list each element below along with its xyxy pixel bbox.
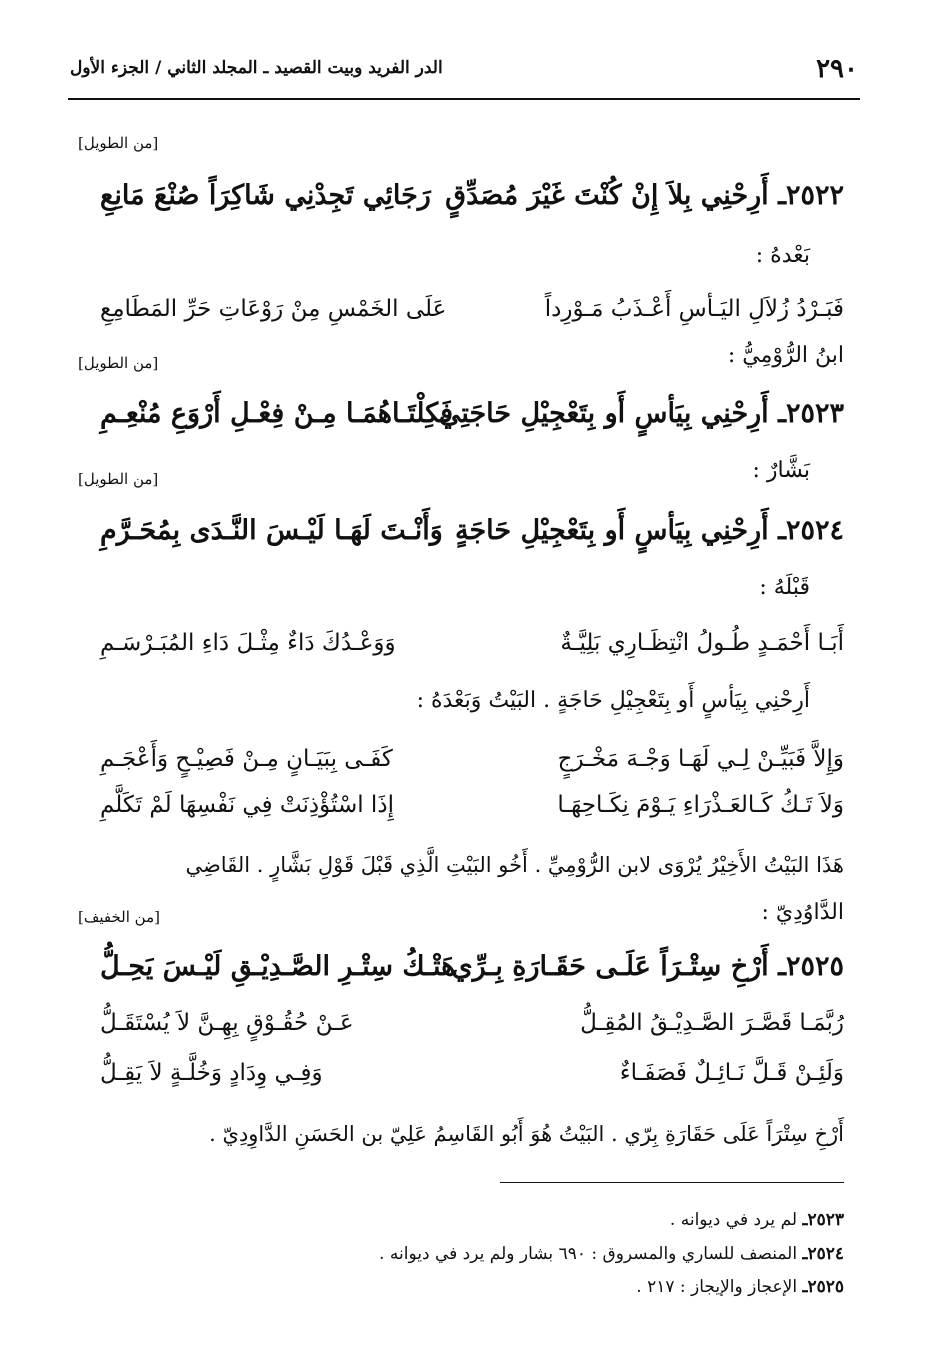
meter-label: [من الخفيف]: [78, 908, 160, 926]
prose-paragraph: هَذَا البَيْتُ الأَخِيْرُ يُرْوَى لابن الرُّوْمِيِّ . أَخُو البَيْتِ الَّذِي قَبْلَ قَوْلِ بَشَّارٍ . القَاضِي: [185, 853, 844, 877]
verse-after-2524-b: [100, 792, 844, 832]
meter-label: [من الطويل]: [78, 470, 159, 488]
running-header: [70, 52, 858, 96]
footnote-divider: [500, 1182, 844, 1183]
hemistich-first: وَلَئِـنْ قَـلَّ نَـائِـلٌ فَصَفَـاءٌ: [619, 1060, 844, 1086]
hemistich-first: ٢٥٢٥ـ أَرْخِ سِتْـرَاً عَلَـى حَقَـارَةِ بِـرِّي: [451, 951, 844, 982]
hemistich-second: كَفَـى بِبَيَـانٍ مِـنْ فَصِيْـحٍ وَأَعْجَـمِ: [100, 746, 393, 772]
hemistich-second: وَوَعْـدُكَ دَاءٌ مِثْـلَ دَاءِ المُبَـرْسَـمِ: [100, 630, 396, 656]
hemistich-first: وَإِلاَّ فَبَيِّـنْ لِـي لَهَـا وَجْـهَ مَخْـرَجٍ: [557, 746, 844, 772]
verse-after-2524-a: [100, 746, 844, 786]
prose-paragraph: أَرْخِ سِتْرَاً عَلَى حَقَارَةِ بِرّي . البَيْتُ هُوَ أَبُو القَاسِمُ عَلِيّ بن الحَسَنِ الدَّاوِدِيّ .: [209, 1122, 844, 1146]
footnote: [379, 1244, 844, 1264]
footnote: [636, 1277, 844, 1297]
hemistich-second: هَتْـكُ سِتْـرِ الصَّـدِيْـقِ لَيْـسَ يَحِـلُّ: [100, 951, 456, 982]
page-number: ٢٩٠: [816, 54, 858, 84]
intro-line: بَعْدهُ :: [755, 243, 810, 268]
footnote-text: لم يرد في ديوانه .: [669, 1210, 798, 1230]
hemistich-second: إِذَا اسْتُؤْذِنَتْ فِي نَفْسِهَا لَمْ تَكَلَّمِ: [100, 792, 394, 818]
footnote-number: ٢٥٢٣ـ: [802, 1210, 844, 1230]
footnote: [670, 1210, 844, 1230]
hemistich-second: وَفِـي وِدَادٍ وَخُلَّـةٍ لاَ يَقِـلُّ: [100, 1060, 323, 1086]
hemistich-second: عَـنْ حُقُـوْقٍ بِهِـنَّ لاَ يُسْتَقَـلُّ: [100, 1010, 354, 1036]
hemistich-first: وَلاَ تَـكُ كَـالعَـذْرَاءِ يَـوْمَ نِكَـاحِهَـا: [557, 792, 844, 818]
verse-after-2522: [100, 296, 844, 336]
hemistich-first: ٢٥٢٤ـ أَرِحْنِي بِيَأسٍ أَو بِتَعْجِيْلِ حَاجَةٍ: [455, 515, 844, 546]
verse-2525: [100, 951, 844, 991]
poet-name: بَشَّارٌ :: [752, 458, 810, 483]
meter-label: [من الطويل]: [78, 134, 159, 152]
hemistich-second: عَلَى الخَمْسِ مِنْ رَوْعَاتِ حَرِّ المَطَامِعِ: [100, 296, 447, 322]
footnote-number: ٢٥٢٤ـ: [802, 1244, 844, 1264]
hemistich-second: فَكِلْتَـاهُمَـا مِـنْ فِعْـلِ أَرْوَعِ مُنْعِـمِ: [100, 398, 454, 429]
verse-2522: [100, 180, 844, 220]
meter-label: [من الطويل]: [78, 354, 159, 372]
poet-name: ابنُ الرُّوْمِيُّ :: [727, 343, 844, 368]
running-title: الدر الفريد وبيت القصيد ـ المجلد الثاني / الجزء الأول: [70, 58, 443, 78]
verse-before-2524: [100, 630, 844, 670]
verse-after-2525-a: [100, 1010, 844, 1050]
header-divider: [68, 98, 860, 100]
footnote-number: ٢٥٢٥ـ: [802, 1277, 844, 1297]
verse-2524: [100, 515, 844, 555]
verse-after-2525-b: [100, 1060, 844, 1100]
footnote-text: المنصف للساري والمسروق : ٦٩٠ بشار ولم يرد في ديوانه .: [379, 1244, 798, 1264]
refrain-line: أَرِحْنِي بِيَأسٍ أَو بِتَعْجِيْلِ حَاجَةٍ . البَيْتُ وَبَعْدَهُ :: [416, 688, 810, 713]
hemistich-first: ٢٥٢٣ـ أَرِحْنِي بِيَأسٍ أَو بِتَعْجِيْلِ حَاجَتِي: [438, 398, 844, 429]
footnote-text: الإعجاز والإيجاز : ٢١٧ .: [636, 1277, 798, 1297]
intro-line: قَبْلَهُ :: [759, 575, 810, 600]
hemistich-second: وَأَنْـتَ لَهَـا لَيْـسَ النَّـدَى بِمُحَـرَّمِ: [100, 515, 443, 546]
hemistich-first: رُبَّمَـا قَصَّـرَ الصَّـدِيْـقُ المُقِـلُّ: [580, 1010, 844, 1036]
hemistich-second: رَجَائِي تَجِدْنِي شَاكِرَاً صُنْعَ مَانِعِ: [100, 180, 431, 211]
hemistich-first: أَبَـا أَحْمَـدٍ طُـولُ انْتِظَـارِي بَلِيَّـةٌ: [560, 630, 844, 656]
verse-2523: [100, 398, 844, 438]
poet-name: الدَّاوُدِيّ :: [761, 900, 844, 925]
hemistich-first: ٢٥٢٢ـ أَرِحْنِي بِلاَ إِنْ كُنْتَ غَيْرَ مُصَدِّقٍ: [445, 180, 844, 211]
hemistich-first: فَبَـرْدُ زُلاَلِ اليَـأسِ أَعْـذَبُ مَـوْرِداً: [544, 296, 844, 322]
